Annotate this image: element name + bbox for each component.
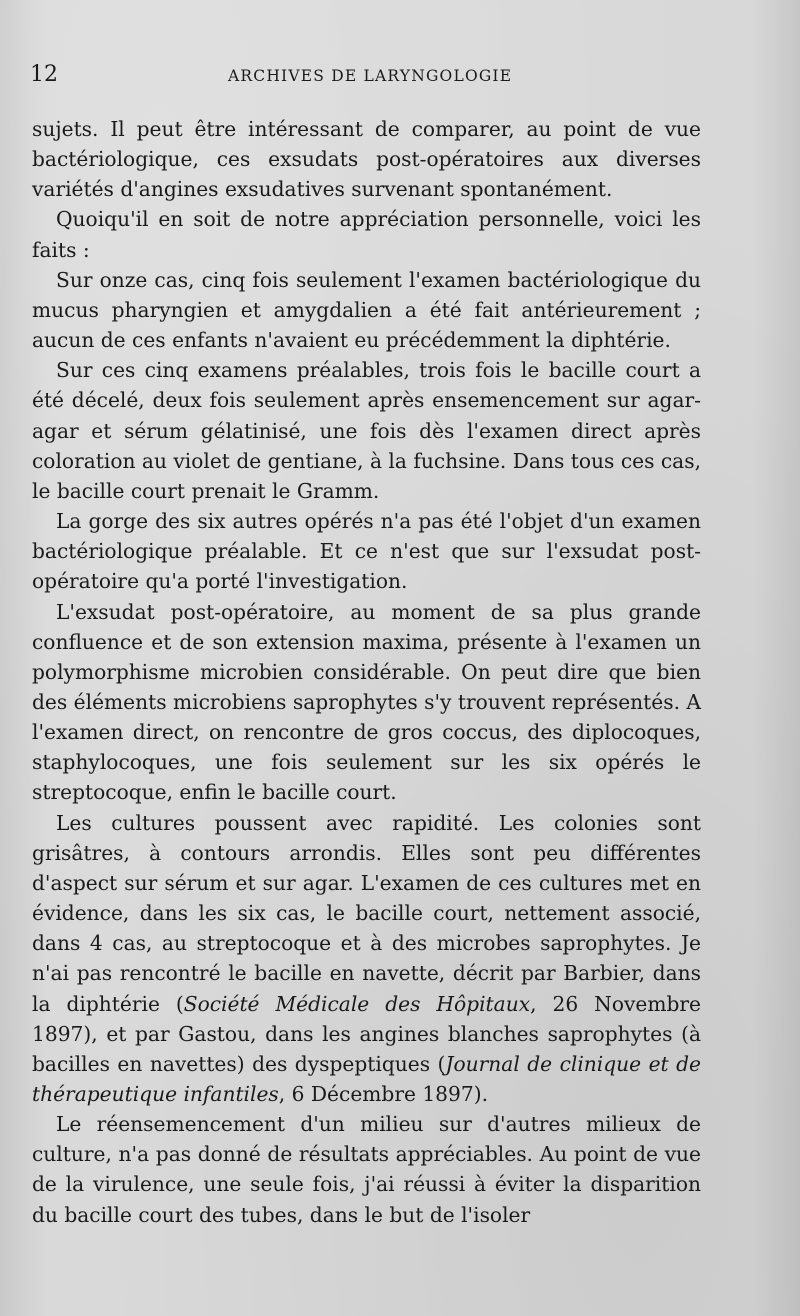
paragraph [32,114,701,204]
paragraph [32,355,701,506]
page-number: 12 [30,62,58,87]
text-run: Sur onze cas, cinq fois seulement l'examen bactériologique du mucus pharyngien et amygdalien a été fait antérieurement ; aucun de ces enfants n'avaient eu précédemment la diphtérie. [32,267,701,353]
text-run: , 26 Novembre 1897), et par Gastou, dans les angines blanches saprophytes (à bacilles en navettes) des dyspeptiques ( [32,991,701,1076]
page-header [30,62,730,90]
paragraph [32,204,701,264]
text-run: Les cultures poussent avec rapidité. Les colonies sont grisâtres, à contours arrondis. Elles sont peu différentes d'aspect sur sérum et sur agar. L'examen de ces cultures met en évidence, dans les six cas, le bacille court, nettement associé, dans 4 cas, au streptocoque et à des microbes saprophytes. Je n'ai pas rencontré le bacille en navette, décrit par Barbier, dans la diphtérie ( [32,810,701,1016]
text-run: sujets. Il peut être intéressant de comparer, au point de vue bactériologique, ces exsudats post-opératoires aux diverses variétés d'angines exsudatives survenant spontanément. [32,117,701,202]
italic-citation: Société Médicale des Hôpitaux [183,991,531,1016]
text-run: Le réensemencement d'un milieu sur d'autres milieux de culture, n'a pas donné de résultats appréciables. Au point de vue de la virulence, une seule fois, j'ai réussi à éviter la disparition du bacille court des tubes, dans le but de l'isoler [32,1112,701,1227]
text-run: La gorge des six autres opérés n'a pas été l'objet d'un examen bactériologique préalable. Et ce n'est que sur l'exsudat post-opératoire qu'a porté l'investigation. [32,509,701,594]
paragraph [32,1109,701,1230]
text-run: Quoiqu'il en soit de notre appréciation personnelle, voici les faits : [32,207,701,262]
italic-citation: Journal de clinique et de thérapeutique infantiles [32,1051,701,1106]
text-run: , 6 Décembre 1897). [278,1082,489,1106]
running-head: ARCHIVES DE LARYNGOLOGIE [228,67,513,85]
paragraph [32,265,701,355]
paragraph [32,597,701,808]
body-text [32,114,701,1230]
text-run: L'exsudat post-opératoire, au moment de sa plus grande confluence et de son extension maxima, présente à l'examen un polymorphisme microbien considérable. On peut dire que bien des éléments microbiens saprophytes s'y trouvent représentés. A l'examen direct, on rencontre de gros coccus, des diplocoques, staphylocoques, une fois seulement sur les six opérés le streptocoque, enfin le bacille court. [32,599,701,805]
paragraph [32,808,701,1110]
paragraph [32,506,701,596]
text-run: Sur ces cinq examens préalables, trois fois le bacille court a été décelé, deux fois seulement après ensemencement sur agar-agar et sérum gélatinisé, une fois dès l'examen direct après coloration au violet de gentiane, à la fuchsine. Dans tous ces cas, le bacille court prenait le Gramm. [32,358,701,503]
